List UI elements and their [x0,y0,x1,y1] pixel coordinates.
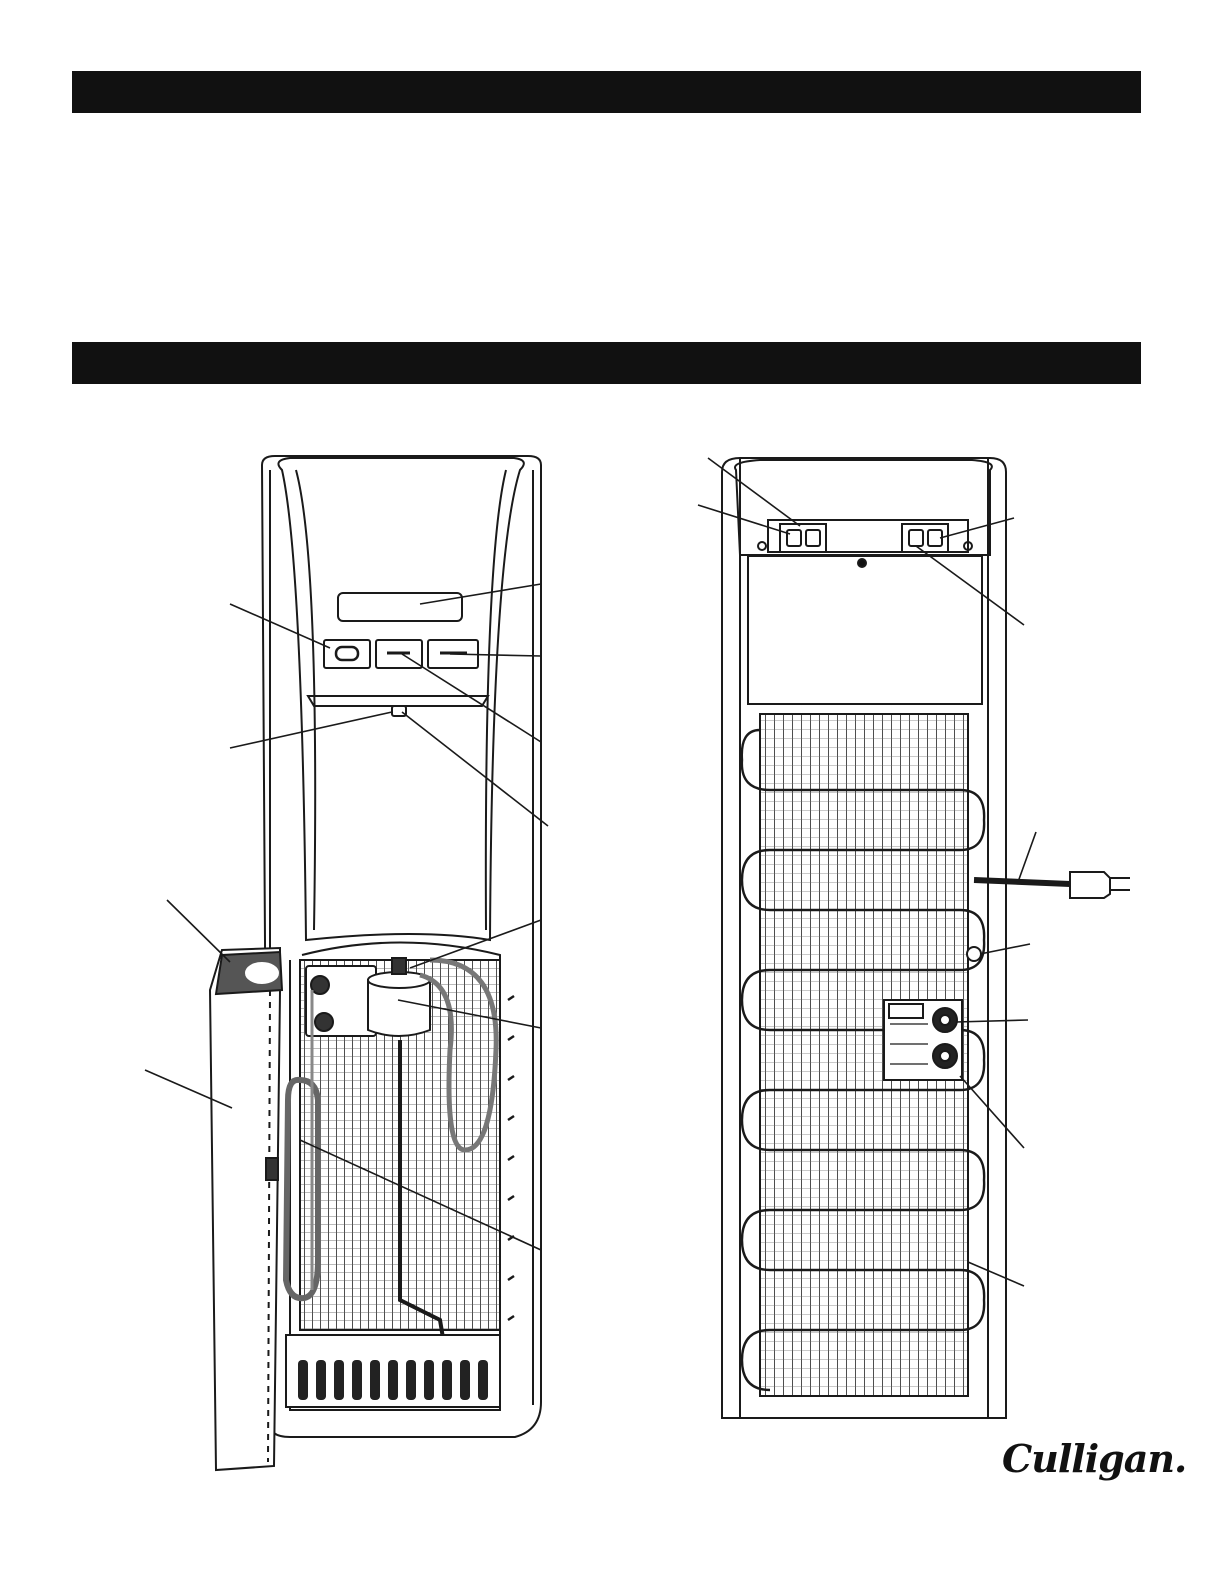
rear-view [722,458,1130,1418]
power-switch [324,640,370,668]
power-plug [1070,872,1110,898]
rear-top-cap [735,460,992,555]
display-window [338,593,462,621]
door-latch [266,1158,278,1180]
rear-grommet [967,947,981,961]
dispense-ledge [308,696,488,706]
power-cord [974,880,1070,884]
rear-back-panel [748,556,982,704]
culligan-logo: Culligan. [1002,1436,1187,1481]
front-view [210,456,541,1470]
